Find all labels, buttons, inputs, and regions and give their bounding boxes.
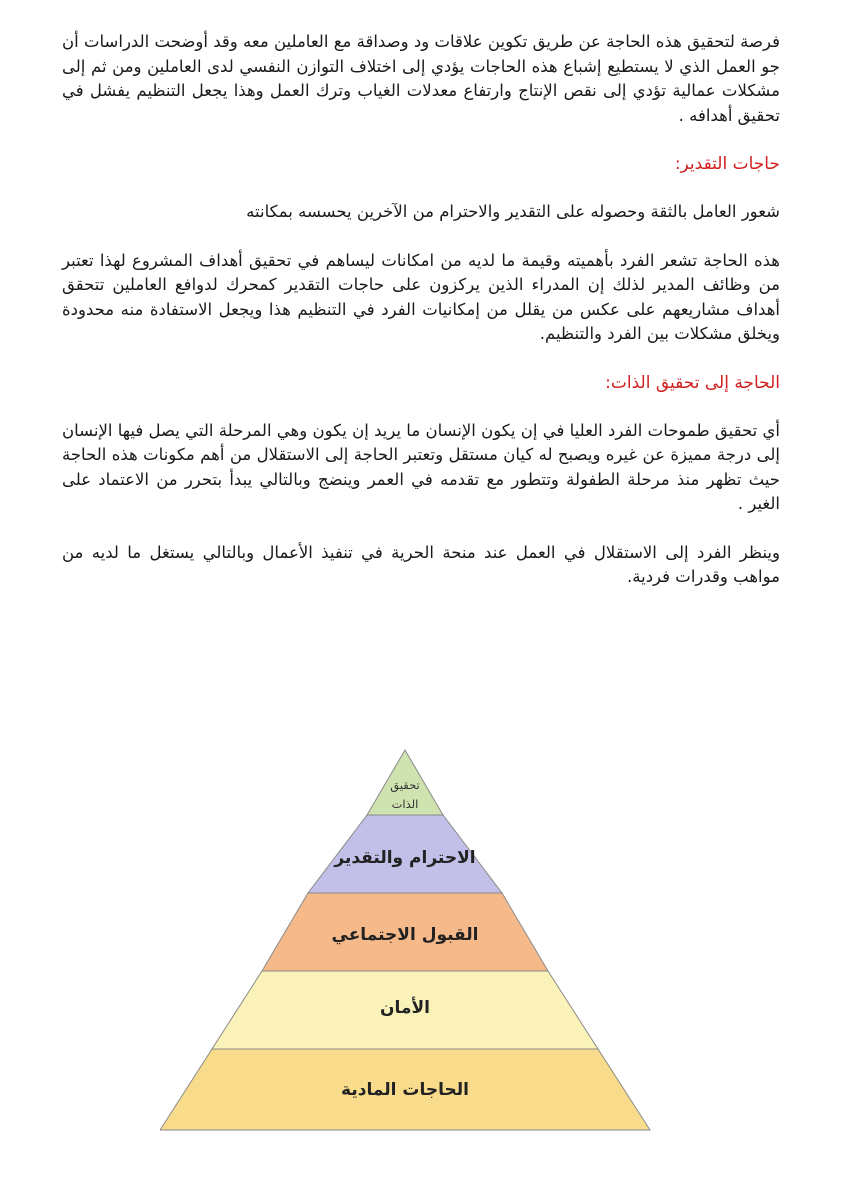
document-body <box>62 30 780 590</box>
paragraph-social-needs: فرصة لتحقيق هذه الحاجة عن طريق تكوين علاقات ود وصداقة مع العاملين معه وقد أوضحت الدراسات أن جو العمل الذي لا يستطيع إشباع هذه الحاجات يؤدي إلى اختلاف التوازن النفسي لدى العاملين ومن ثم إلى مشكلات عمالية تؤدي إلى نقص الإنتاج وارتفاع معدلات الغياب وترك العمل وهذا يجعل التنظيم يفشل في تحقيق أهدافه . <box>62 32 780 125</box>
paragraph-esteem-details: هذه الحاجة تشعر الفرد بأهميته وقيمة ما لديه من امكانات ليساهم في تحقيق أهداف المشروع لهذا تعتبر من وظائف المدير لذلك إن المدراء الذين يركزون على حاجات التقدير كمحرك لدوافع العاملين تتحقق أهداف مشاريعهم على عكس من يقلل من إمكانيات الفرد في التنظيم هذا ويجعل الاستفادة منه محدودة ويخلق مشكلات بين الفرد والتنظيم. <box>62 250 780 343</box>
pyramid-label-self-actualization-line1: تحقيق <box>390 778 420 792</box>
pyramid-label-esteem: الاحترام والتقدير <box>334 848 476 868</box>
maslow-pyramid <box>160 745 700 1135</box>
pyramid-label-social: القبول الاجتماعي <box>331 925 479 945</box>
heading-self-actualization: الحاجة إلى تحقيق الذات: <box>605 372 780 393</box>
heading-esteem-needs: حاجات التقدير: <box>674 154 780 174</box>
pyramid-label-safety: الأمان <box>380 998 430 1018</box>
paragraph-esteem-definition: شعور العامل بالثقة وحصوله على التقدير والاحترام من الآخرين يحسسه بمكانته <box>246 202 780 221</box>
pyramid-svg <box>160 745 700 1135</box>
paragraph-independence: وينظر الفرد إلى الاستقلال في العمل عند منحة الحرية في تنفيذ الأعمال وبالتالي يستغل ما لديه من مواهب وقدرات فردية. <box>62 542 780 586</box>
pyramid-label-physiological: الحاجات المادية <box>341 1080 469 1100</box>
pyramid-label-self-actualization-line2: الذات <box>391 797 419 811</box>
paragraph-self-actualization-definition: أي تحقيق طموحات الفرد العليا في إن يكون الإنسان ما يريد إن يكون وهي المرحلة التي يصل فيها الإنسان إلى درجة مميزة عن غيره ويصبح له كيان مستقل وتعتبر الحاجة إلى الاستقلال من أهم مكونات هذه الحاجة حيث تظهر منذ مرحلة الطفولة وتتطور مع تقدمه في العمر وينضج وبالتالي يبدأ بتحرر من الاعتماد على الغير . <box>62 420 780 513</box>
